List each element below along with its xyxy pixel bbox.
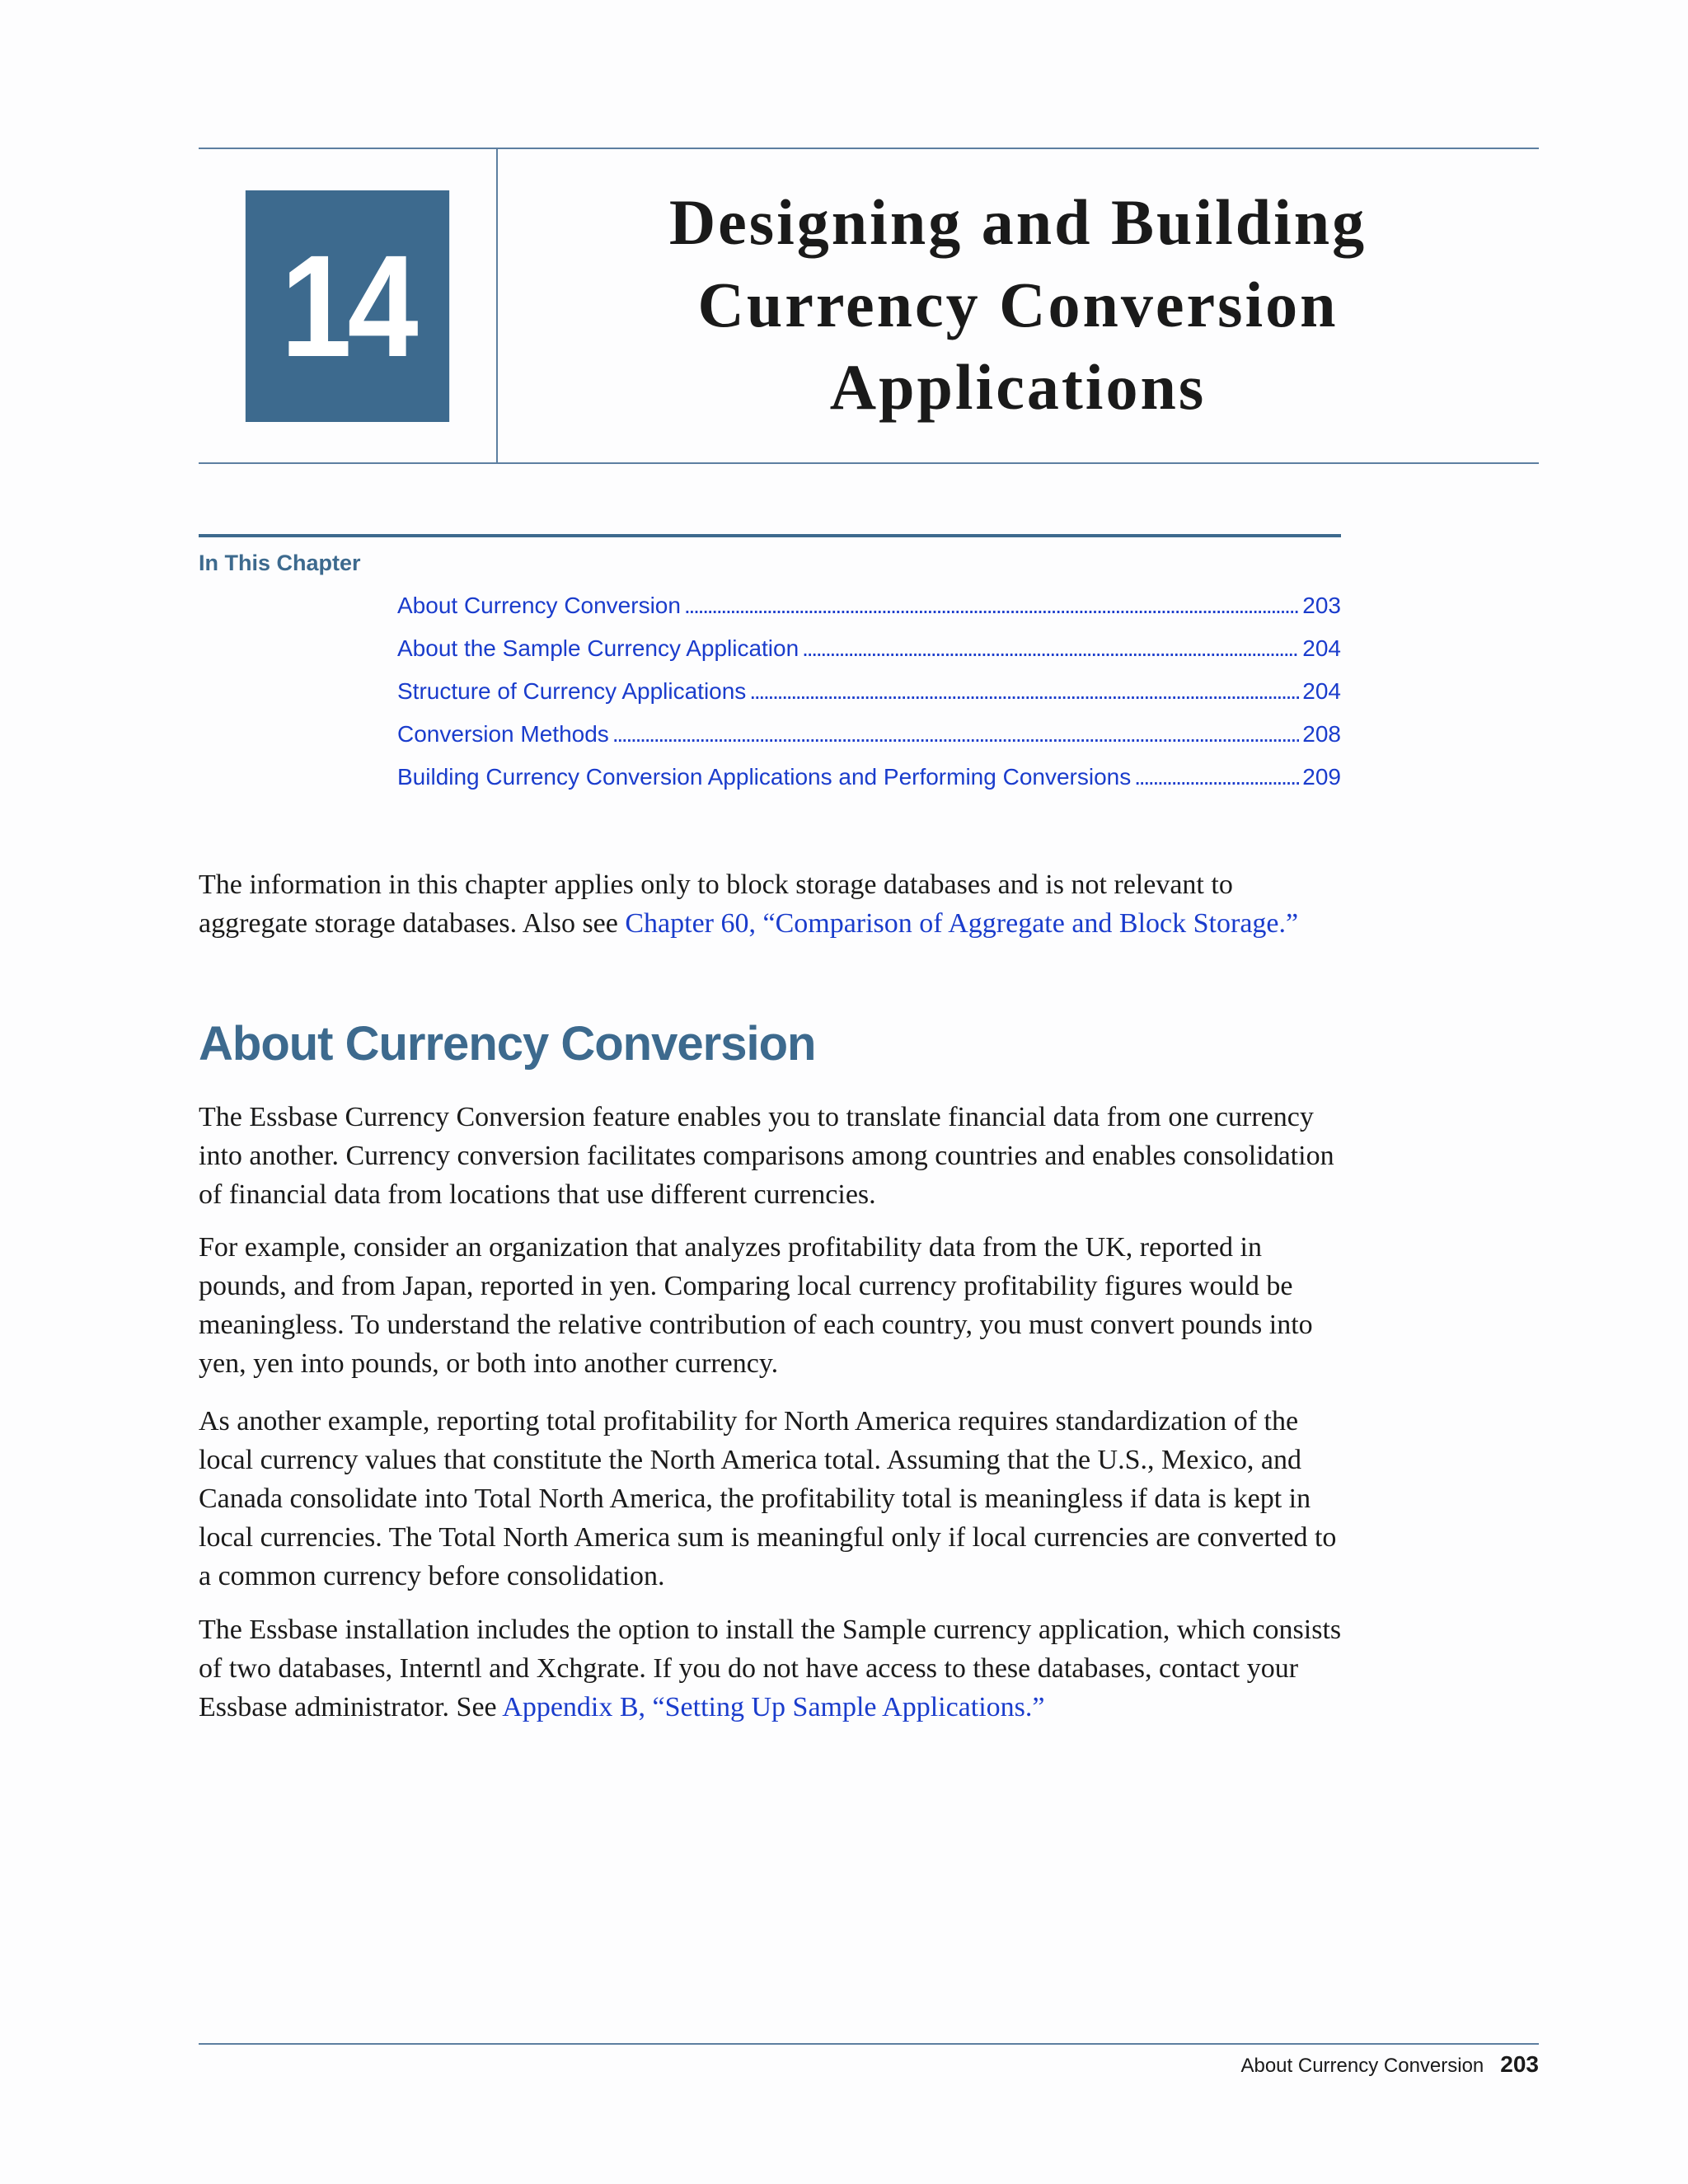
appendix-b-link[interactable]: Appendix B, “Setting Up Sample Applications.” xyxy=(502,1692,1045,1722)
toc-entry[interactable] xyxy=(397,635,1341,678)
body-paragraph: For example, consider an organization that analyzes profitability data from the UK, reported in pounds, and from Japan, reported in yen. Comparing local currency profitability figures would be meaningless. To understand the relative contribution of each country, you must convert pounds into yen, yen into pounds, or both into another currency. xyxy=(199,1232,1313,1379)
toc-leader-dots xyxy=(1134,764,1299,790)
toc-entry[interactable] xyxy=(397,721,1341,764)
toc-entry-page[interactable]: 204 xyxy=(1302,678,1341,704)
intro-text: The information in this chapter applies only to block storage databases and is not relevant to aggregate storage databases. Also see xyxy=(199,869,1233,939)
toc-leader-dots xyxy=(749,678,1299,705)
body-paragraph xyxy=(199,1610,1344,1727)
toc-entry-page[interactable]: 203 xyxy=(1302,593,1341,618)
intro-paragraph xyxy=(199,865,1344,943)
toc-leader-dots xyxy=(684,593,1299,619)
chapter-title xyxy=(544,181,1492,429)
toc-entry-page[interactable]: 204 xyxy=(1302,635,1341,661)
chapter-number-box xyxy=(246,190,449,422)
footer-rule xyxy=(199,2043,1539,2045)
body-paragraph: The Essbase Currency Conversion feature enables you to translate financial data from one currency into another. Currency conversion facilitates comparisons among countries and enables consolidation of financial data from locations that use different currencies. xyxy=(199,1102,1334,1210)
section-heading: About Currency Conversion xyxy=(199,1017,816,1071)
toc-heading: In This Chapter xyxy=(199,551,361,575)
toc-entry-label[interactable]: Structure of Currency Applications xyxy=(397,678,747,704)
toc-leader-dots xyxy=(802,635,1299,662)
toc-entry[interactable] xyxy=(397,764,1341,807)
toc-entry-label[interactable]: Conversion Methods xyxy=(397,721,609,747)
page-number: 203 xyxy=(1500,2051,1539,2077)
chapter-title-line: Currency Conversion xyxy=(697,269,1339,340)
toc-entry-label[interactable]: About the Sample Currency Application xyxy=(397,635,799,661)
toc-rule xyxy=(199,534,1341,537)
toc-entry[interactable] xyxy=(397,678,1341,721)
toc-entry[interactable] xyxy=(397,593,1341,635)
chapter-60-link[interactable]: Chapter 60, “Comparison of Aggregate and Block Storage.” xyxy=(625,908,1299,939)
header-bottom-rule xyxy=(199,462,1539,464)
chapter-title-line: Applications xyxy=(829,351,1207,423)
body-text: The Essbase installation includes the option to install the Sample currency application, which consists of two databases, Interntl and Xchgrate. If you do not have access to these databases, contact your Essbase administrator. See xyxy=(199,1615,1342,1722)
toc-entry-page[interactable]: 208 xyxy=(1302,721,1341,747)
toc-entry-page[interactable]: 209 xyxy=(1302,764,1341,790)
chapter-number: 14 xyxy=(280,225,415,387)
page-footer xyxy=(1240,2051,1539,2078)
body-paragraph: As another example, reporting total profitability for North America requires standardization of the local currency values that constitute the North America total. Assuming that the U.S., Mexico, and Canada consolidate into Total North America, the profitability total is meaningless if data is kept in local currencies. The Total North America sum is meaningful only if local currencies are converted to a common currency before consolidation. xyxy=(199,1406,1337,1591)
footer-section-title: About Currency Conversion xyxy=(1240,2055,1484,2077)
toc-list xyxy=(397,593,1341,807)
toc-entry-label[interactable]: Building Currency Conversion Applications and Performing Conversions xyxy=(397,764,1132,790)
header-divider xyxy=(496,148,498,464)
header-top-rule xyxy=(199,148,1539,149)
toc-leader-dots xyxy=(612,721,1299,748)
chapter-title-line: Designing and Building xyxy=(668,186,1367,258)
toc-entry-label[interactable]: About Currency Conversion xyxy=(397,593,681,618)
